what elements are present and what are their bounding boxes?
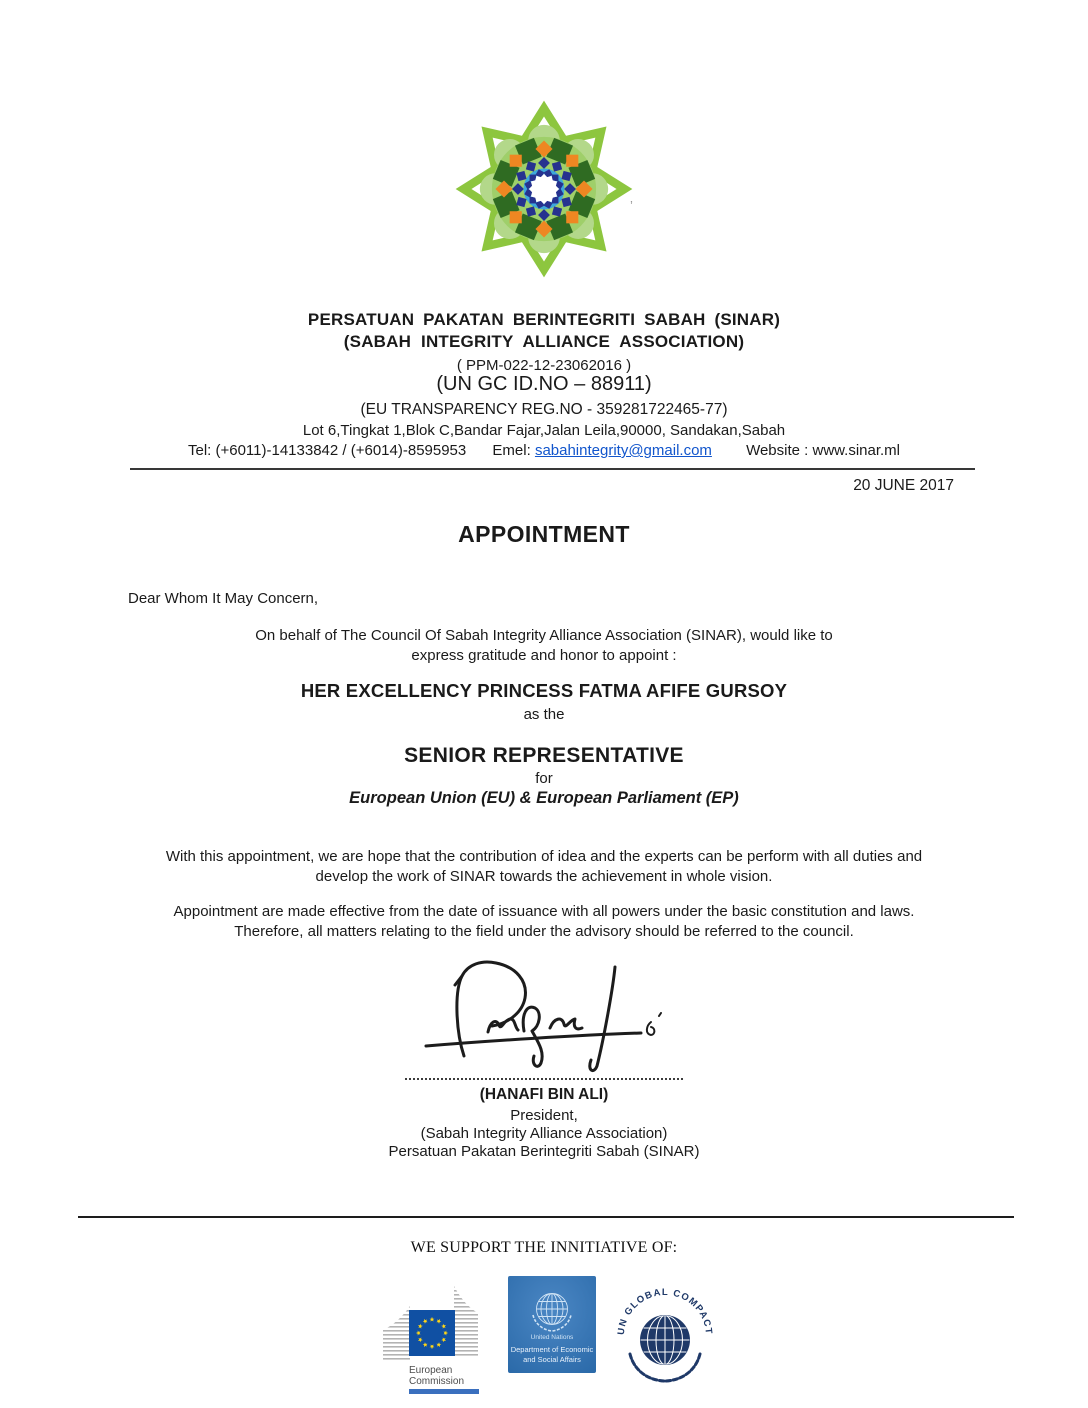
paragraph-line: With this appointment, we are hope that the contribution of idea and the experts can be perform with all duties and: [165, 848, 923, 865]
ungc-globe: [640, 1315, 690, 1365]
salutation: Dear Whom It May Concern,: [128, 590, 319, 607]
org-contact-line: [0, 440, 1088, 461]
org-website: Website : www.sinar.ml: [746, 442, 901, 459]
as-the-label: as the: [523, 706, 565, 723]
signatory-org-english: (Sabah Integrity Alliance Association): [420, 1125, 668, 1142]
ungc-id-number: (UN GC ID.NO – 88911): [436, 373, 652, 395]
paragraph-line: develop the work of SINAR towards the achievement in whole vision.: [315, 868, 773, 885]
letter-title: APPOINTMENT: [458, 521, 630, 547]
signatory-name: (HANAFI BIN ALI): [479, 1086, 609, 1103]
mandala-pattern: [480, 125, 608, 253]
letter-date: 20 JUNE 2017: [853, 477, 954, 494]
partner-logos-row: [0, 1270, 1088, 1398]
intro-paragraph-line: On behalf of The Council Of Sabah Integrity Alliance Association (SINAR), would like to: [255, 627, 833, 644]
for-label: for: [535, 770, 553, 787]
org-name-malay: PERSATUAN PAKATAN BERINTEGRITI SABAH (SINAR): [307, 310, 781, 329]
scan-stray-mark: ’: [630, 198, 633, 213]
footer-divider: [78, 1216, 1014, 1218]
signatory-role: President,: [510, 1107, 578, 1124]
desa-caption-line3: and Social Affairs: [523, 1355, 581, 1364]
paragraph-line: Appointment are made effective from the date of issuance with all powers under the basic constitution and laws.: [173, 903, 915, 920]
ec-caption-line1: European: [409, 1365, 453, 1376]
ppm-registration-number: ( PPM-022-12-23062016 ): [456, 357, 632, 374]
position-scope: European Union (EU) & European Parliament (EP): [349, 789, 739, 807]
appointee-name: HER EXCELLENCY PRINCESS FATMA AFIFE GURSOY: [300, 680, 788, 701]
intro-paragraph-line: express gratitude and honor to appoint :: [411, 647, 677, 664]
handwritten-signature: [398, 954, 698, 1079]
desa-caption-line1: United Nations: [530, 1334, 574, 1341]
org-name-english: (SABAH INTEGRITY ALLIANCE ASSOCIATION): [343, 332, 745, 351]
signature-dotted-line: [405, 1062, 683, 1080]
org-telephone: Tel: (+6011)-14133842 / (+6014)-8595953: [187, 442, 467, 459]
support-heading: WE SUPPORT THE INNITIATIVE OF:: [410, 1239, 678, 1256]
un-global-compact-logo: [615, 1270, 715, 1395]
desa-caption-line2: Department of Economic: [510, 1345, 594, 1354]
org-address: Lot 6,Tingkat 1,Blok C,Bandar Fajar,Jalan Leila,90000, Sandakan,Sabah: [302, 422, 786, 439]
signatory-org-malay: Persatuan Pakatan Berintegriti Sabah (SINAR): [388, 1143, 700, 1160]
ungc-arc-text: UN GLOBAL COMPACT: [615, 1286, 715, 1336]
email-link[interactable]: sabahintegrity@gmail.com: [534, 442, 712, 459]
ec-caption-line2: Commission: [409, 1376, 465, 1387]
organization-logo: [451, 96, 637, 282]
eu-flag: [409, 1310, 455, 1356]
position-title: SENIOR REPRESENTATIVE: [404, 744, 684, 767]
letterhead-divider: [130, 468, 975, 470]
european-commission-logo: [373, 1278, 491, 1398]
eu-transparency-number: (EU TRANSPARENCY REG.NO - 359281722465-77): [360, 401, 728, 418]
paragraph-line: Therefore, all matters relating to the field under the advisory should be referred to the council.: [234, 923, 854, 940]
un-desa-logo: [507, 1275, 599, 1395]
ec-blue-bar: [409, 1389, 479, 1394]
email-label: Emel:: [492, 442, 531, 459]
